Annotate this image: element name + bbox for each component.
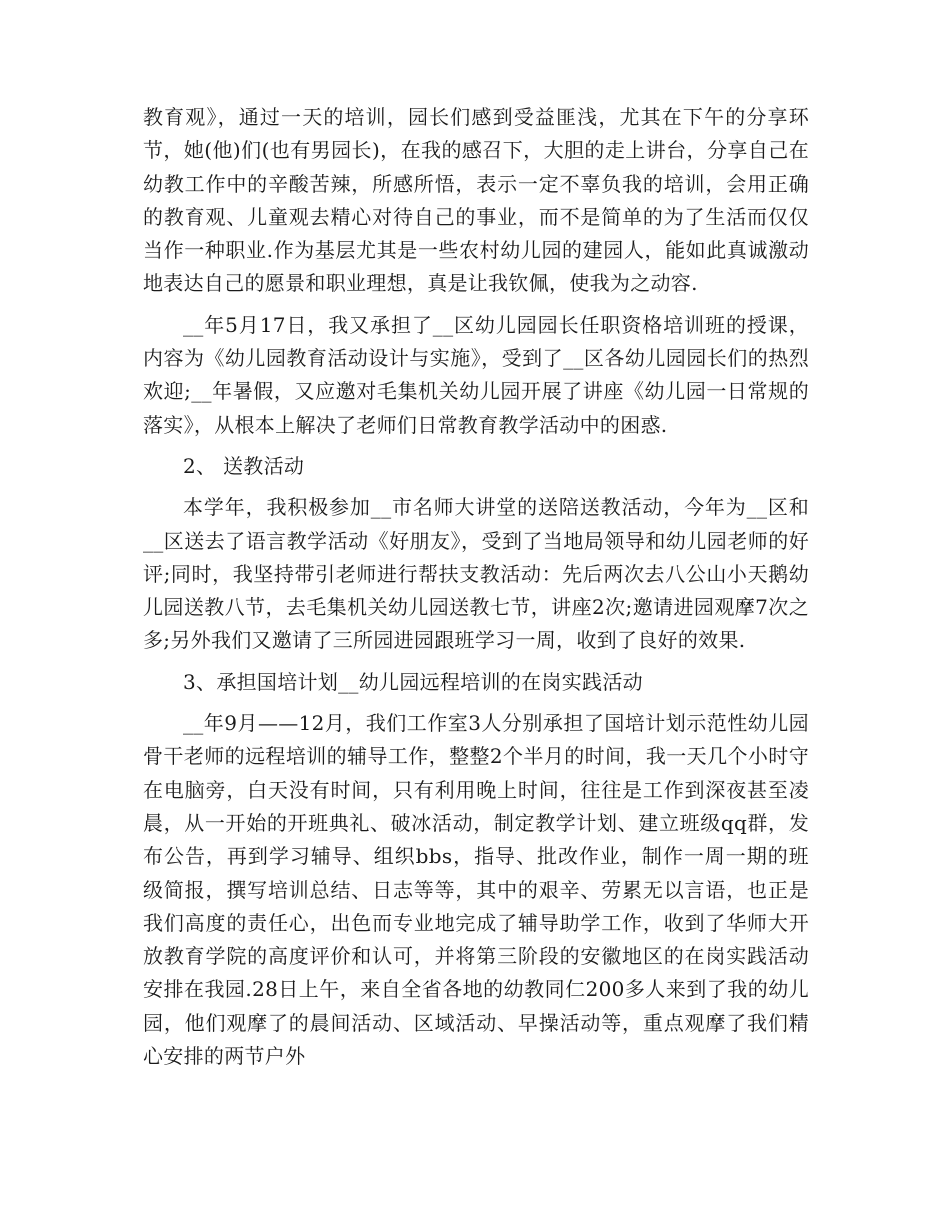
paragraph-teaching-outreach: 本学年，我积极参加__市名师大讲堂的送陪送教活动，今年为__区和__区送去了语言教学活动《好朋友》，受到了当地局领导和幼儿园老师的好评;同时，我坚持带引老师进行帮扶支教活动：先后两次去八公山小天鹅幼儿园送教八节，去毛集机关幼儿园送教七节，讲座2次;邀请进园观摩7次之多;另外我们又邀请了三所园进园跟班学习一周，收到了良好的效果. bbox=[143, 495, 809, 653]
paragraph-kindergarten-director-training: __年5月17日，我又承担了__区幼儿园园长任职资格培训班的授课，内容为《幼儿园教育活动设计与实施》，受到了__区各幼儿园园长们的热烈欢迎;__年暑假，又应邀对毛集机关幼儿园开展了讲座《幼儿园一日常规的落实》，从根本上解决了老师们日常教育教学活动中的困惑. bbox=[143, 312, 809, 437]
paragraph-national-training: __年9月——12月，我们工作室3人分别承担了国培计划示范性幼儿园骨干老师的远程培训的辅导工作，整整2个半月的时间，我一天几个小时守在电脑旁，白天没有时间，只有利用晚上时间，往往是工作到深夜甚至凌晨，从一开始的开班典礼、破冰活动，制定教学计划、建立班级qq群，发布公告，再到学习辅导、组织bbs，指导、批改作业，制作一周一期的班级简报，撰写培训总结、日志等等，其中的艰辛、劳累无以言语，也正是我们高度的责任心，出色而专业地完成了辅导助学工作，收到了华师大开放教育学院的高度评价和认可，并将第三阶段的安徽地区的在岗实践活动安排在我园.28日上午，来自全省各地的幼教同仁200多人来到了我的幼儿园，他们观摩了的晨间活动、区域活动、早操活动等，重点观摩了我们精心安排的两节户外 bbox=[143, 711, 809, 1069]
section-heading-teaching-outreach: 2、 送教活动 bbox=[183, 453, 305, 478]
paragraph-continuation: 教育观》，通过一天的培训，园长们感到受益匪浅，尤其在下午的分享环节，她(他)们(也有男园长)，在我的感召下，大胆的走上讲台，分享自己在幼教工作中的辛酸苦辣，所感所悟，表示一定不辜负我的培训，会用正确的教育观、儿童观去精心对待自己的事业，而不是简单的为了生活而仅仅当作一种职业.作为基层尤其是一些农村幼儿园的建园人，能如此真诚激动地表达自己的愿景和职业理想，真是让我钦佩，使我为之动容. bbox=[143, 105, 809, 296]
section-heading-national-training: 3、承担国培计划__幼儿园远程培训的在岗实践活动 bbox=[183, 669, 643, 694]
document-body bbox=[143, 101, 809, 1081]
